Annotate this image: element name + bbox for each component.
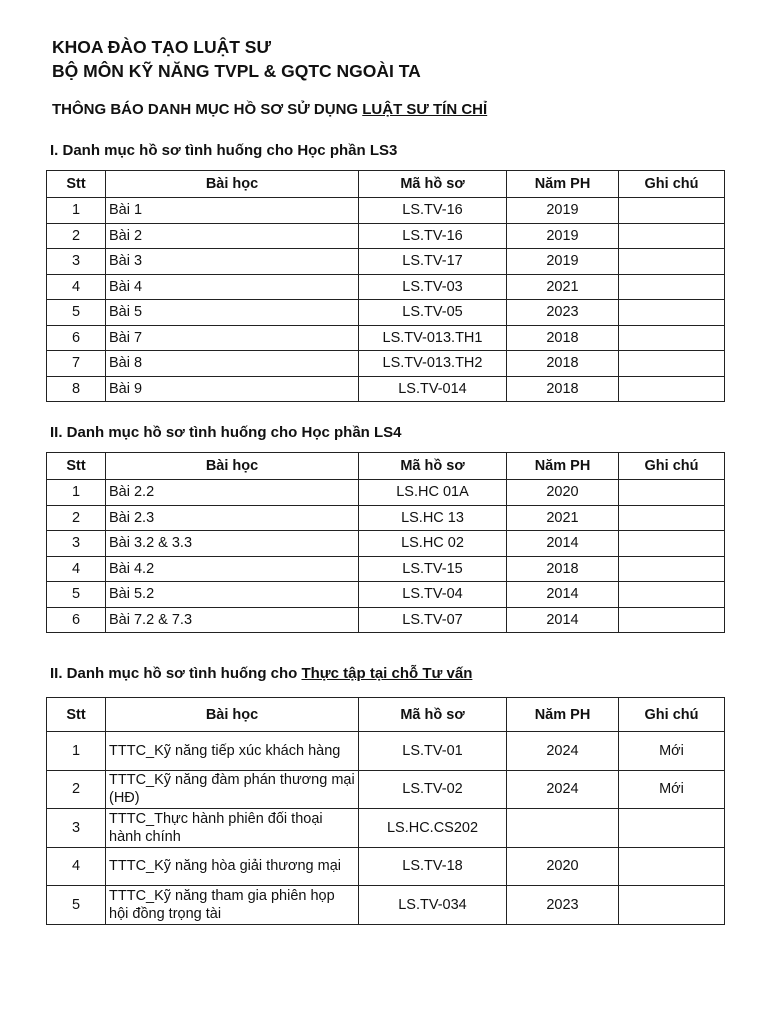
cell-bai-hoc: TTTC_Kỹ năng hòa giải thương mại (106, 847, 359, 886)
header-nam-ph: Năm PH (507, 453, 619, 480)
cell-ghi-chu (619, 582, 725, 608)
cell-ma-ho-so: LS.TV-04 (359, 582, 507, 608)
cell-ma-ho-so: LS.TV-15 (359, 556, 507, 582)
cell-bai-hoc: Bài 3.2 & 3.3 (106, 531, 359, 557)
table-header-row (47, 171, 725, 198)
header-ma-ho-so: Mã hồ sơ (359, 453, 507, 480)
cell-nam-ph: 2020 (507, 480, 619, 506)
cell-bai-hoc: Bài 2.3 (106, 505, 359, 531)
header-stt: Stt (47, 453, 106, 480)
cell-nam-ph: 2014 (507, 607, 619, 633)
header-ghi-chu: Ghi chú (619, 698, 725, 732)
section-3-title-underlined: Thực tập tại chỗ Tư vấn (301, 665, 473, 682)
cell-ma-ho-so: LS.TV-013.TH1 (359, 325, 507, 351)
cell-ghi-chu (619, 847, 725, 886)
table-ls3 (46, 170, 725, 402)
table-row (47, 351, 725, 377)
header-ghi-chu: Ghi chú (619, 171, 725, 198)
cell-ma-ho-so: LS.TV-07 (359, 607, 507, 633)
table-row (47, 300, 725, 326)
header-bai-hoc: Bài học (106, 171, 359, 198)
table-row (47, 886, 725, 925)
cell-ghi-chu (619, 223, 725, 249)
cell-ghi-chu (619, 249, 725, 275)
cell-bai-hoc: Bài 2.2 (106, 480, 359, 506)
table-row (47, 249, 725, 275)
cell-nam-ph: 2018 (507, 325, 619, 351)
cell-ghi-chu (619, 809, 725, 848)
cell-bai-hoc: Bài 4 (106, 274, 359, 300)
cell-ghi-chu (619, 886, 725, 925)
table-header-row (47, 453, 725, 480)
table-row (47, 325, 725, 351)
cell-nam-ph: 2024 (507, 732, 619, 771)
cell-stt: 1 (47, 480, 106, 506)
cell-bai-hoc: TTTC_Kỹ năng tiếp xúc khách hàng (106, 732, 359, 771)
header-nam-ph: Năm PH (507, 171, 619, 198)
cell-ma-ho-so: LS.HC 02 (359, 531, 507, 557)
table-row (47, 809, 725, 848)
cell-ghi-chu (619, 607, 725, 633)
cell-ghi-chu (619, 556, 725, 582)
cell-stt: 2 (47, 505, 106, 531)
cell-ma-ho-so: LS.HC 01A (359, 480, 507, 506)
cell-ma-ho-so: LS.TV-013.TH2 (359, 351, 507, 377)
cell-ma-ho-so: LS.TV-034 (359, 886, 507, 925)
section-2-title: II. Danh mục hồ sơ tình huống cho Học phần LS4 (50, 424, 402, 441)
cell-ma-ho-so: LS.TV-16 (359, 223, 507, 249)
cell-bai-hoc: Bài 3 (106, 249, 359, 275)
cell-bai-hoc: TTTC_Kỹ năng đàm phán thương mại (HĐ) (106, 770, 359, 809)
header-ghi-chu: Ghi chú (619, 453, 725, 480)
cell-stt: 3 (47, 531, 106, 557)
cell-ma-ho-so: LS.TV-17 (359, 249, 507, 275)
cell-stt: 6 (47, 607, 106, 633)
cell-nam-ph: 2021 (507, 274, 619, 300)
section-3-title-prefix: II. Danh mục hồ sơ tình huống cho (50, 665, 302, 682)
cell-stt: 3 (47, 809, 106, 848)
cell-ghi-chu (619, 198, 725, 224)
cell-nam-ph: 2018 (507, 556, 619, 582)
cell-ghi-chu (619, 531, 725, 557)
header-ma-ho-so: Mã hồ sơ (359, 171, 507, 198)
table-tttc (46, 697, 725, 925)
cell-stt: 4 (47, 556, 106, 582)
cell-nam-ph: 2019 (507, 198, 619, 224)
cell-nam-ph: 2023 (507, 886, 619, 925)
notice-title-underlined: LUẬT SƯ TÍN CHỈ (362, 101, 488, 118)
table-row (47, 770, 725, 809)
cell-nam-ph: 2019 (507, 249, 619, 275)
cell-nam-ph: 2021 (507, 505, 619, 531)
cell-ma-ho-so: LS.TV-16 (359, 198, 507, 224)
section-1-title: I. Danh mục hồ sơ tình huống cho Học phần LS3 (50, 142, 398, 159)
cell-ma-ho-so: LS.TV-02 (359, 770, 507, 809)
cell-stt: 5 (47, 300, 106, 326)
cell-nam-ph (507, 809, 619, 848)
section-3-title (50, 665, 472, 682)
cell-stt: 1 (47, 198, 106, 224)
notice-title-prefix: THÔNG BÁO DANH MỤC HỒ SƠ SỬ DỤNG (52, 101, 363, 118)
cell-nam-ph: 2023 (507, 300, 619, 326)
cell-bai-hoc: Bài 5.2 (106, 582, 359, 608)
header-bai-hoc: Bài học (106, 453, 359, 480)
cell-ghi-chu: Mới (619, 732, 725, 771)
cell-nam-ph: 2019 (507, 223, 619, 249)
cell-bai-hoc: Bài 5 (106, 300, 359, 326)
cell-stt: 8 (47, 376, 106, 402)
cell-bai-hoc: Bài 7.2 & 7.3 (106, 607, 359, 633)
cell-bai-hoc: Bài 4.2 (106, 556, 359, 582)
notice-title (52, 101, 487, 118)
cell-stt: 7 (47, 351, 106, 377)
cell-ghi-chu: Mới (619, 770, 725, 809)
table-header-row (47, 698, 725, 732)
table-row (47, 582, 725, 608)
cell-ma-ho-so: LS.TV-03 (359, 274, 507, 300)
department-title: BỘ MÔN KỸ NĂNG TVPL & GQTC NGOÀI TA (52, 61, 421, 81)
cell-ma-ho-so: LS.HC.CS202 (359, 809, 507, 848)
table-row (47, 556, 725, 582)
cell-ma-ho-so: LS.HC 13 (359, 505, 507, 531)
cell-stt: 4 (47, 274, 106, 300)
cell-bai-hoc: TTTC_Thực hành phiên đối thoại hành chính (106, 809, 359, 848)
cell-stt: 5 (47, 582, 106, 608)
cell-ghi-chu (619, 505, 725, 531)
faculty-title: KHOA ĐÀO TẠO LUẬT SƯ (52, 37, 271, 57)
cell-bai-hoc: TTTC_Kỹ năng tham gia phiên họp hội đồng trọng tài (106, 886, 359, 925)
table-ls4 (46, 452, 725, 633)
cell-bai-hoc: Bài 1 (106, 198, 359, 224)
cell-stt: 2 (47, 223, 106, 249)
cell-ma-ho-so: LS.TV-014 (359, 376, 507, 402)
cell-stt: 3 (47, 249, 106, 275)
cell-nam-ph: 2018 (507, 376, 619, 402)
table-row (47, 223, 725, 249)
cell-stt: 6 (47, 325, 106, 351)
cell-nam-ph: 2024 (507, 770, 619, 809)
cell-ma-ho-so: LS.TV-05 (359, 300, 507, 326)
cell-nam-ph: 2014 (507, 531, 619, 557)
header-stt: Stt (47, 698, 106, 732)
table-row (47, 274, 725, 300)
table-row (47, 607, 725, 633)
cell-bai-hoc: Bài 2 (106, 223, 359, 249)
table-row (47, 531, 725, 557)
table-row (47, 732, 725, 771)
table-row (47, 198, 725, 224)
cell-stt: 5 (47, 886, 106, 925)
cell-ghi-chu (619, 325, 725, 351)
cell-ghi-chu (619, 376, 725, 402)
cell-ma-ho-so: LS.TV-01 (359, 732, 507, 771)
header-stt: Stt (47, 171, 106, 198)
cell-stt: 2 (47, 770, 106, 809)
cell-bai-hoc: Bài 7 (106, 325, 359, 351)
cell-nam-ph: 2018 (507, 351, 619, 377)
cell-stt: 1 (47, 732, 106, 771)
cell-ghi-chu (619, 274, 725, 300)
table-row (47, 505, 725, 531)
table-row (47, 376, 725, 402)
cell-nam-ph: 2020 (507, 847, 619, 886)
cell-ghi-chu (619, 480, 725, 506)
header-nam-ph: Năm PH (507, 698, 619, 732)
cell-ma-ho-so: LS.TV-18 (359, 847, 507, 886)
cell-stt: 4 (47, 847, 106, 886)
cell-bai-hoc: Bài 8 (106, 351, 359, 377)
cell-ghi-chu (619, 351, 725, 377)
cell-nam-ph: 2014 (507, 582, 619, 608)
table-row (47, 480, 725, 506)
cell-bai-hoc: Bài 9 (106, 376, 359, 402)
header-ma-ho-so: Mã hồ sơ (359, 698, 507, 732)
table-row (47, 847, 725, 886)
cell-ghi-chu (619, 300, 725, 326)
header-bai-hoc: Bài học (106, 698, 359, 732)
